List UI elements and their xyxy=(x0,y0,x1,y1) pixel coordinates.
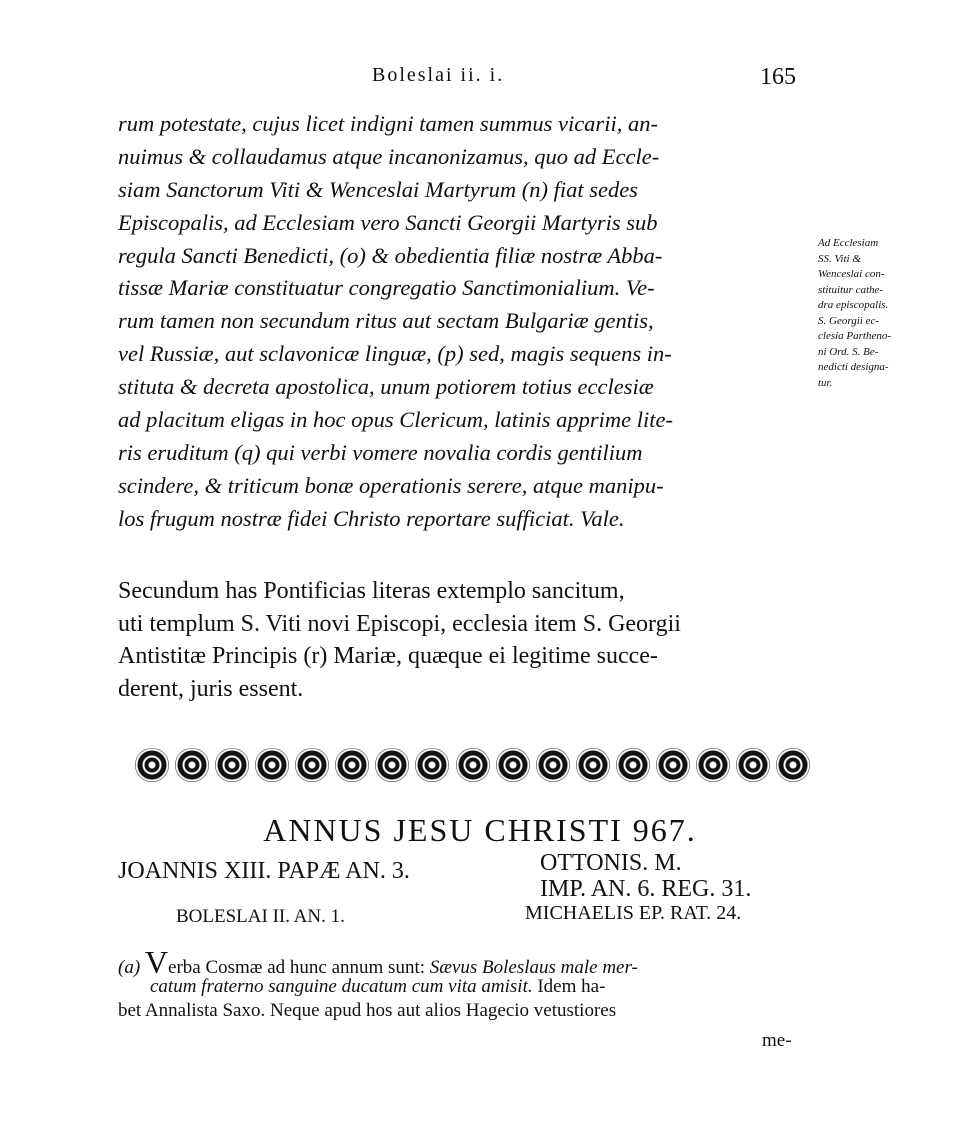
margin-note-line: ni Ord. S. Be- xyxy=(818,345,879,358)
letter-line: tissæ Mariæ constituatur congregatio Sanctimonialium. Ve- xyxy=(118,275,655,301)
rosette-ornament-icon xyxy=(496,748,530,782)
regnal-year-bishop: MICHAELIS EP. RAT. 24. xyxy=(525,902,742,924)
letter-line: ris eruditum (q) qui verbi vomere novalia cordis gentilium xyxy=(118,439,643,465)
rosette-ornament-icon xyxy=(135,748,169,782)
rosette-ornament-icon xyxy=(736,748,770,782)
rosette-ornament-icon xyxy=(696,748,730,782)
margin-note-line: SS. Viti & xyxy=(818,252,861,265)
page-number: 165 xyxy=(760,64,796,90)
margin-note xyxy=(818,236,950,391)
body-line: Antistitæ Principis (r) Mariæ, quæque ei legitime succe- xyxy=(118,643,658,669)
rosette-ornament-icon xyxy=(415,748,449,782)
footnote-line xyxy=(118,975,818,1000)
letter-line: rum tamen non secundum ritus aut sectam Bulgariæ gentis, xyxy=(118,308,654,334)
margin-note-line: clesia Partheno- xyxy=(818,330,892,342)
year-heading: ANNUS JESU CHRISTI 967. xyxy=(263,812,697,848)
letter-text xyxy=(118,108,818,536)
letter-line: regula Sancti Benedicti, (o) & obedientia filiæ nostræ Abba- xyxy=(118,242,663,268)
letter-line: los frugum nostræ fidei Christo reportare sufficiat. Vale. xyxy=(118,505,625,531)
rosette-ornament-icon xyxy=(215,748,249,782)
ornament-divider xyxy=(135,744,810,786)
rosette-ornament-icon xyxy=(255,748,289,782)
footnote-line xyxy=(118,944,818,980)
catchword: me- xyxy=(762,1030,792,1051)
regnal-year-emperor-detail: IMP. AN. 6. REG. 31. xyxy=(540,876,752,902)
regnal-year-emperor: OTTONIS. M. xyxy=(540,850,682,876)
body-line: derent, juris essent. xyxy=(118,675,304,702)
margin-note-line: tur. xyxy=(818,376,833,389)
letter-line: siam Sanctorum Viti & Wenceslai Martyrum (n) fiat sedes xyxy=(118,176,638,202)
footnote-text: Idem ha- xyxy=(532,975,606,997)
rosette-ornament-icon xyxy=(375,748,409,782)
footnote-quote: Sævus Boleslaus male mer- xyxy=(429,957,638,978)
margin-note-line: stituitur cathe- xyxy=(818,283,884,296)
letter-line: vel Russiæ, aut sclavonicæ linguæ, (p) sed, magis sequens in- xyxy=(118,341,672,367)
rosette-ornament-icon xyxy=(656,748,690,782)
letter-line: stituta & decreta apostolica, unum potiorem totius ecclesiæ xyxy=(118,374,654,400)
letter-line: rum potestate, cujus licet indigni tamen summus vicarii, an- xyxy=(118,111,658,136)
margin-note-line: Wenceslai con- xyxy=(818,268,885,280)
margin-note-line: Ad Ecclesiam xyxy=(818,237,879,249)
margin-note-line: dra episcopalis. xyxy=(818,299,889,311)
letter-line: nuimus & collaudamus atque incanonizamus, quo ad Eccle- xyxy=(118,143,660,169)
running-head xyxy=(0,62,960,98)
body-line: uti templum S. Viti novi Episcopi, ecclesia item S. Georgii xyxy=(118,610,681,637)
letter-line: scindere, & triticum bonæ operationis serere, atque manipu- xyxy=(118,472,664,498)
rosette-ornament-icon xyxy=(776,748,810,782)
margin-note-line: nedicti designa- xyxy=(818,361,889,373)
rosette-ornament-icon xyxy=(576,748,610,782)
footnote xyxy=(118,944,818,1024)
regnal-year-boleslaus: BOLESLAI II. AN. 1. xyxy=(176,906,345,927)
footnote-mark: (a) xyxy=(118,957,141,978)
rosette-ornament-icon xyxy=(536,748,570,782)
rosette-ornament-icon xyxy=(456,748,490,782)
rosette-ornament-icon xyxy=(295,748,329,782)
regnal-year-pope: JOANNIS XIII. PAPÆ AN. 3. xyxy=(118,858,410,884)
footnote-text: erba Cosmæ ad hunc annum sunt: xyxy=(168,957,430,978)
body-paragraph xyxy=(118,575,828,705)
rosette-ornament-icon xyxy=(616,748,650,782)
letter-line: Episcopalis, ad Ecclesiam vero Sancti Georgii Martyris sub xyxy=(118,209,658,235)
dropcap: V xyxy=(144,944,169,980)
margin-note-line: S. Georgii ec- xyxy=(818,314,879,327)
footnote-quote: catum fraterno sanguine ducatum cum vita amisit. xyxy=(150,975,533,997)
running-head-title: Boleslai ii. i. xyxy=(372,64,505,86)
footnote-line: bet Annalista Saxo. Neque apud hos aut alios Hagecio vetustiores xyxy=(118,1000,617,1021)
rosette-ornament-icon xyxy=(175,748,209,782)
body-line: Secundum has Pontificias literas extemplo sancitum, xyxy=(118,578,625,604)
letter-line: ad placitum eligas in hoc opus Clericum, latinis apprime lite- xyxy=(118,407,673,433)
rosette-ornament-icon xyxy=(335,748,369,782)
